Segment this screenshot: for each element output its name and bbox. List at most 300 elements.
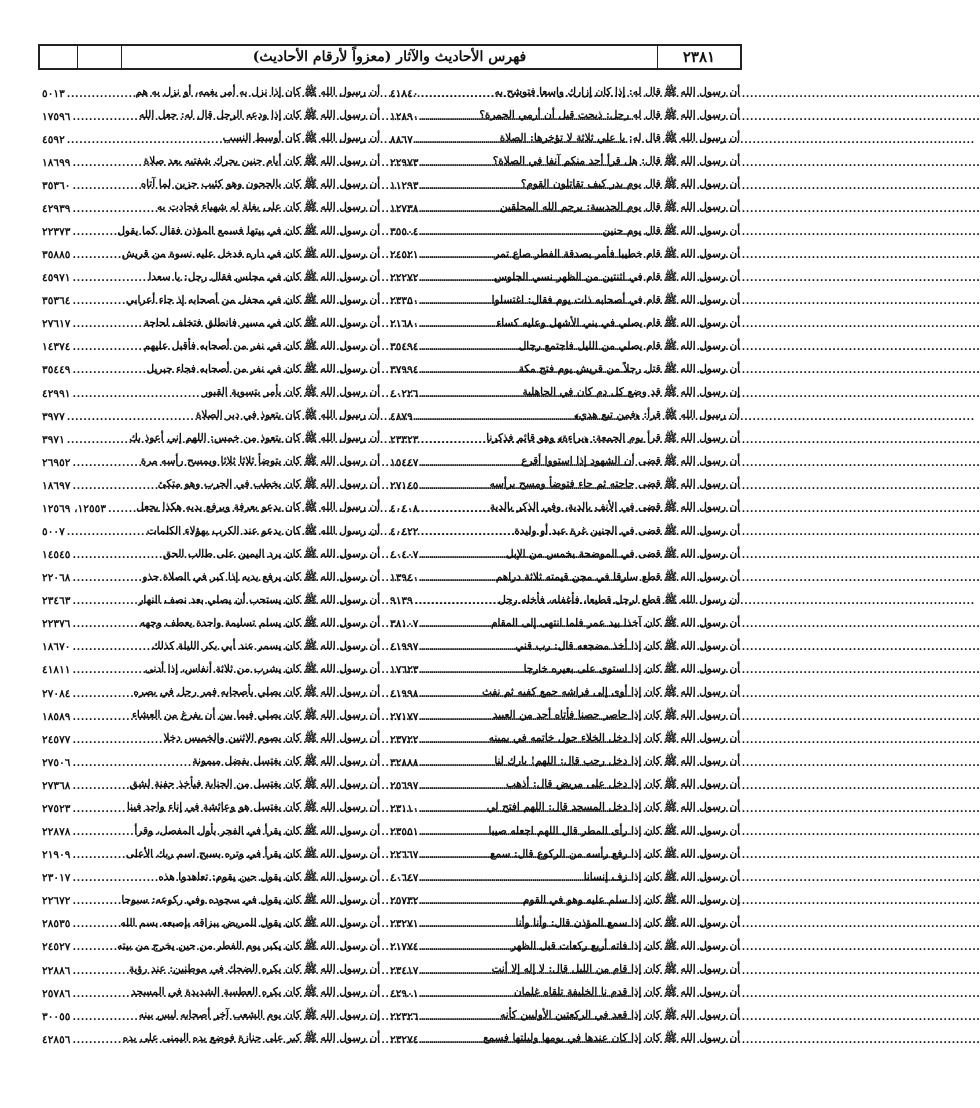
hadith-number: ٢٣٧٢٢ xyxy=(390,733,419,746)
entry-text: أن رسول الله ﷺ قرأ يوم الجمعة: ﴿براءة﴾ وهو قائم فذكرنا xyxy=(486,432,740,445)
index-entry xyxy=(42,474,380,497)
entry-text: أن رسول الله ﷺ كان يكره الضحك في موطنين: عند رؤية xyxy=(128,963,380,975)
index-entry xyxy=(42,359,380,382)
index-entry xyxy=(42,267,380,290)
index-entry xyxy=(42,336,380,359)
hadith-number: ٢٢٦٧٢ xyxy=(42,895,71,908)
leader-dots xyxy=(420,180,520,192)
entry-text: أن رسول الله ﷺ كان إذا قعد في الركعتين الأوليين كأنه xyxy=(500,1009,740,1022)
leader-dots xyxy=(420,457,521,469)
leader-dots xyxy=(420,872,583,884)
leader-dots xyxy=(72,664,144,676)
index-entry xyxy=(390,705,740,728)
index-entry xyxy=(42,936,380,959)
index-entry xyxy=(390,359,740,382)
entry-text: أن رسول الله ﷺ كان يأمر بتسوية القبور xyxy=(202,386,380,399)
entry-text: أن رسول الله ﷺ قال يوم الحديبية: يرحم الله المحلقين xyxy=(499,201,740,214)
hadith-number: ٨٨٦٧ xyxy=(390,133,413,146)
entry-text: أن رسول الله ﷺ كان يشرب من ثلاثة أنفاس، إذا أدنى xyxy=(144,662,380,675)
index-entry xyxy=(390,590,740,613)
leader-dots xyxy=(72,872,158,884)
index-entry xyxy=(390,936,740,959)
leader-dots xyxy=(420,88,494,100)
index-entry xyxy=(390,567,740,590)
leader-dots xyxy=(72,272,148,284)
hadith-number: ٤٨٧٩ xyxy=(390,410,413,423)
entry-text: أن رسول الله ﷺ كان في محفل من أصحابه إذ جاء أعرابي xyxy=(125,293,380,306)
entry-text: أن رسول الله ﷺ كان يصلي بأصحابه فمر رجل في بصره xyxy=(133,686,380,699)
hadith-number: ٣٨١٠٧ xyxy=(390,618,419,631)
hadith-number: ٢٤٥٢١ xyxy=(390,249,419,262)
index-entry xyxy=(42,682,380,705)
leader-dots xyxy=(72,780,129,792)
hadith-number: ١٨٦٩٧ xyxy=(42,479,71,492)
entry-text: أن رسول الله ﷺ قال له: يا علي ثلاثة لا تؤخرها: الصلاة xyxy=(499,132,740,145)
hadith-number: ٢٧٥٠٦ xyxy=(42,756,71,769)
entry-text: أن رسول الله ﷺ كان بالجحون وهو كئيب حزين لما آتاه xyxy=(140,178,380,191)
hadith-number: ٣٥٤٩٤ xyxy=(390,341,419,354)
hadith-number: ٢٢٣٢٦ xyxy=(390,1010,419,1023)
entry-text: أن رسول الله ﷺ كان يسمر عند أبي بكر الليلة كذلك xyxy=(151,639,380,652)
entry-text: أن رسول الله ﷺ كان يغتسل بفضل ميمونة xyxy=(192,755,380,768)
leader-dots xyxy=(420,849,490,861)
entry-text: أن رسول الله ﷺ قطع سارقا في مجن قيمته ثلاثة دراهم xyxy=(495,570,740,583)
entry-text: أن رسول الله ﷺ كان يتعوذ في دبر الصلاة xyxy=(195,409,380,422)
index-entry xyxy=(390,451,740,474)
index-entry xyxy=(390,197,740,220)
hadith-number: ١٤٥٤٥ xyxy=(42,549,71,562)
index-entry xyxy=(42,497,380,520)
leader-dots xyxy=(415,411,575,423)
index-entry xyxy=(42,636,380,659)
hadith-number: ٤٠٦٤٧ xyxy=(390,872,419,885)
hadith-number: ٢١٦٨٠ xyxy=(390,318,419,331)
hadith-number: ٤٠٤٢٢ xyxy=(390,526,419,539)
index-entry xyxy=(390,405,740,428)
index-entry xyxy=(390,128,740,151)
hadith-number: ٢٣٢٧١ xyxy=(390,918,419,931)
index-entry xyxy=(42,428,380,451)
entry-text: أن رسول الله ﷺ كان إذا كان عندها في يومها وليلتها فسمع xyxy=(483,1032,740,1045)
leader-dots xyxy=(420,549,506,561)
leader-dots xyxy=(72,757,192,769)
index-entry xyxy=(390,220,740,243)
hadith-number: ٤٥٩٢ xyxy=(42,133,65,146)
hadith-number: ٥٠٠٧ xyxy=(42,526,65,539)
index-entry xyxy=(42,982,380,1005)
leader-dots xyxy=(72,457,140,469)
hadith-number: ١٥٤٤٧ xyxy=(390,456,419,469)
leader-dots xyxy=(420,641,515,653)
hadith-number: ٢٨٥٣٥ xyxy=(42,918,71,931)
hadith-number: ١٧٦٢٣ xyxy=(390,664,419,677)
leader-dots xyxy=(420,249,494,261)
leader-dots xyxy=(67,434,130,446)
leader-dots xyxy=(72,826,134,838)
entry-text: أن رسول الله ﷺ كان إذا دخل المسجد قال: اللهم افتح لي xyxy=(486,801,740,814)
index-entry xyxy=(42,867,380,890)
entry-text: أن رسول الله ﷺ كان يخطب في الحرب وهو متكئ xyxy=(157,478,380,491)
leader-dots xyxy=(420,526,514,538)
index-entry xyxy=(42,751,380,774)
hadith-number: ٢٤٥٧٧ xyxy=(42,733,71,746)
leader-dots xyxy=(420,434,486,446)
index-entry xyxy=(390,544,740,567)
leader-dots xyxy=(72,549,162,561)
index-entry xyxy=(390,244,740,267)
page-title: فهرس الأحاديث والآثار (معزواً لأرقام الأحاديث) xyxy=(122,46,658,68)
entry-text: إن رسول الله ﷺ كان يوم الشعب آخر أصحابه ليس بينه xyxy=(138,1009,380,1022)
leader-dots xyxy=(420,480,489,492)
hadith-number: ٤٢٩٣٩ xyxy=(42,202,71,215)
entry-text: أن رسول الله ﷺ قضى في الجنين غرة عبد أو وليدة xyxy=(514,524,740,537)
entry-text: أن رسول الله ﷺ كان إذا أخذ مضجعه قال: رب قني xyxy=(515,639,740,652)
entry-text: أن رسول الله ﷺ قتل رجلاً من قريش يوم فتح مكة xyxy=(518,362,740,375)
leader-dots xyxy=(67,134,223,146)
index-entry xyxy=(390,520,740,543)
leader-dots xyxy=(72,341,143,353)
leader-dots xyxy=(420,364,518,376)
hadith-number: ٢٧١٧٧ xyxy=(390,710,419,723)
entry-text: أن رسول الله ﷺ كان في مسير فانطلق فتخلف لحاجة xyxy=(143,316,380,329)
leader-dots xyxy=(415,134,500,146)
index-entry xyxy=(390,336,740,359)
entry-text: أن رسول الله ﷺ كان إذا فاته أربع ركعات قبل الظهر xyxy=(510,939,740,952)
leader-dots xyxy=(420,757,494,769)
entry-text: إن رسول الله ﷺ كان إذا سلم عليه وهو في القوم xyxy=(522,893,740,906)
leader-dots xyxy=(72,111,139,123)
leader-dots xyxy=(67,411,196,423)
entry-text: أن رسول الله ﷺ قام يصلي من الليل فاجتمع رجال xyxy=(518,339,740,352)
entry-text: أن رسول الله ﷺ قرأ: ﴿فمن تبع هدي﴾ xyxy=(574,409,740,422)
index-entry xyxy=(42,174,380,197)
hadith-number: ٢٥٧٣٢ xyxy=(390,895,419,908)
leader-dots xyxy=(420,711,492,723)
leader-dots xyxy=(72,711,132,723)
index-entry xyxy=(42,613,380,636)
hadith-number: ٤٠٤٠٧ xyxy=(390,549,419,562)
entry-text: أن رسول الله ﷺ قضى حاجته ثم جاء فتوضأ ومسح برأسه xyxy=(489,478,740,491)
hadith-number: ١٧٥٩٦ xyxy=(42,110,71,123)
page-number: ٢٣٨١ xyxy=(682,48,716,66)
hadith-number: ٥٠١٣ xyxy=(42,87,65,100)
hadith-number: ٣٥٤٤٩ xyxy=(42,364,71,377)
hadith-number: ٢٧٥٢٣ xyxy=(42,802,71,815)
index-entry xyxy=(390,913,740,936)
index-entry xyxy=(42,244,380,267)
index-entry xyxy=(390,728,740,751)
leader-dots xyxy=(72,226,117,238)
index-entry xyxy=(42,313,380,336)
hadith-number: ٢٦٩٥٢ xyxy=(42,456,71,469)
entry-text: أن رسول الله ﷺ قام يصلي في بني الأشهل وعليه كساء xyxy=(496,316,740,329)
index-entry xyxy=(390,497,740,520)
entry-text: أن رسول الله ﷺ كان يقول للمريض ببزاقه بإصبعه بسم الله xyxy=(120,916,380,929)
leader-dots xyxy=(72,364,146,376)
index-entry xyxy=(42,890,380,913)
leader-dots xyxy=(67,526,147,538)
entry-text: أن رسول الله ﷺ كان يقول حين يقوم: تعاهدوا هذه xyxy=(158,870,380,883)
hadith-number: ٩١٣٩ xyxy=(390,595,413,608)
entry-text: أن رسول الله ﷺ كان يرفع يديه إذا كبر في الصلاة حذو xyxy=(142,570,380,583)
entry-text: أن رسول الله ﷺ قام في اثنتين من الظهر نسي الجلوس xyxy=(494,270,740,283)
hadith-number: ١٨٥٨٩ xyxy=(42,710,71,723)
entry-text: أن رسول الله ﷺ قال له رجل: ذبحت قبل أن أرمي الجمرة؟ xyxy=(479,109,740,122)
index-entry xyxy=(42,821,380,844)
index-entry xyxy=(390,313,740,336)
hadith-number: ٢٢٢٧٢ xyxy=(390,272,419,285)
index-content xyxy=(38,82,742,1098)
index-entry xyxy=(42,959,380,982)
index-entry xyxy=(42,728,380,751)
entry-text: أن رسول الله ﷺ قضى أن الشهود إذا استووا أقرع xyxy=(521,455,740,468)
leader-dots xyxy=(420,157,492,169)
leader-dots xyxy=(420,734,488,746)
leader-dots xyxy=(420,918,515,930)
index-entry xyxy=(42,774,380,797)
entry-text: أن رسول الله ﷺ قضى في الأنف بالدية، وفي الذكر بالدية xyxy=(489,501,740,514)
hadith-number: ٢٣٣٢٣ xyxy=(390,433,419,446)
index-entry xyxy=(42,544,380,567)
leader-dots xyxy=(72,965,128,977)
index-entry xyxy=(390,382,740,405)
index-entry xyxy=(390,1028,740,1051)
hadith-number: ٤٥٩٧١ xyxy=(42,272,71,285)
hadith-number: ٢٢٨٧٨ xyxy=(42,826,71,839)
entry-text: أن رسول الله ﷺ كان يسلم تسليمة واحدة يعطف وجهه xyxy=(139,616,380,629)
leader-dots xyxy=(72,918,120,930)
entry-text: أن رسول الله ﷺ كان يكره العطسة الشديدة في المسجد xyxy=(131,986,380,999)
index-entry xyxy=(42,705,380,728)
entry-text: إن رسول الله ﷺ قد وضع كل دم كان في الجاهلية xyxy=(522,386,740,399)
index-entry xyxy=(390,751,740,774)
index-entry xyxy=(390,844,740,867)
index-entry xyxy=(42,844,380,867)
leader-dots xyxy=(72,249,121,261)
leader-dots xyxy=(420,664,523,676)
entry-text: أن رسول الله ﷺ كان في نفر من أصحابه فجاء جبريل xyxy=(146,362,380,375)
index-entry xyxy=(390,474,740,497)
hadith-number: ٢٢٦٦٧ xyxy=(390,849,419,862)
hadith-number: ٣٥٣٦٠ xyxy=(42,179,71,192)
index-entry xyxy=(42,105,380,128)
entry-text: أن رسول الله ﷺ كان إذا دخل الخلاء حول خاتمه في يمينه xyxy=(488,732,740,745)
entry-text: أن رسول الله ﷺ كان إذا ودعه الرجل قال له: جعل الله xyxy=(139,109,380,122)
index-entry xyxy=(390,428,740,451)
hadith-number: ٢١٧٧٤ xyxy=(390,941,419,954)
hadith-number: ٢٣٢٧٤ xyxy=(390,1033,419,1046)
entry-text: أن رسول الله ﷺ كان في مجلس فقال رجل: يا سعدا xyxy=(148,270,380,283)
entry-text: أن رسول الله ﷺ قال يوم حنين xyxy=(602,224,740,237)
hadith-number: ٣٥٥٠٤ xyxy=(390,226,419,238)
leader-dots xyxy=(420,1034,483,1046)
entry-text: أن رسول الله ﷺ كان يدعو بعرفة ويرفع يديه هكذا يجعل xyxy=(136,501,380,514)
hadith-number: ١٣٩٤٠ xyxy=(390,572,419,585)
index-entry xyxy=(390,1005,740,1028)
entry-text: أن رسول الله ﷺ كان في داره فدخل عليه نسوة من قريش xyxy=(121,247,380,260)
hadith-number: ٢٣٤٦٣ xyxy=(42,595,71,608)
leader-dots xyxy=(72,941,117,953)
index-entry xyxy=(42,405,380,428)
leader-dots xyxy=(420,226,602,238)
leader-dots xyxy=(72,480,157,492)
leader-dots xyxy=(420,1011,500,1023)
leader-dots xyxy=(420,780,506,792)
entry-text: أن رسول الله ﷺ كان يتعوذ من خمس: اللهم إني أعوذ بك xyxy=(129,432,380,445)
leader-dots xyxy=(415,595,498,607)
index-entry xyxy=(390,659,740,682)
index-entry xyxy=(390,682,740,705)
entry-text: أن رسول الله ﷺ قال يوم بدر كيف تقاتلون القوم؟ xyxy=(520,178,740,191)
hadith-number: ٢٥٦٩٧ xyxy=(390,779,419,792)
entry-text: أن رسول الله ﷺ كان إذا رفع رأسه من الركوع قال: سمع xyxy=(490,847,740,860)
index-entry xyxy=(390,267,740,290)
hadith-number: ١٢٨٩٠ xyxy=(390,110,419,123)
index-entry xyxy=(42,220,380,243)
index-entry xyxy=(390,959,740,982)
entry-text: أن رسول الله ﷺ كان إذا قام من الليل قال: لا إله إلا أنت xyxy=(491,963,740,975)
leader-dots xyxy=(420,503,489,515)
leader-dots xyxy=(72,688,133,700)
hadith-number: ٢٧٣٦٨ xyxy=(42,779,71,792)
hadith-number: ١٢٥٥٣، ١٢٥٦٩ xyxy=(42,502,107,515)
hadith-number: ١٤٣٧٤ xyxy=(42,341,71,354)
leader-dots xyxy=(67,88,136,100)
hadith-number: ٢٥٧٨٦ xyxy=(42,987,71,1000)
entry-text: أن رسول الله ﷺ قضى في الموضحة بخمس من الإبل xyxy=(505,547,740,560)
index-entry xyxy=(390,982,740,1005)
hadith-number: ٣٥٣٦٤ xyxy=(42,295,71,308)
index-entry xyxy=(42,797,380,820)
hadith-number: ٤١٩٩٨ xyxy=(390,687,419,700)
entry-text: أن رسول الله ﷺ كان على بغلة له شهباء فحادت به xyxy=(156,201,380,214)
leader-dots xyxy=(420,688,482,700)
entry-text: أن رسول الله ﷺ كبر على جنازة فوضع يده اليمنى على يده xyxy=(122,1032,380,1045)
hadith-number: ٢٣١١٠ xyxy=(390,802,419,815)
hadith-number: ٢٧٠٨٤ xyxy=(42,687,71,700)
hadith-number: ٤١٩٩٧ xyxy=(390,641,419,654)
hadith-number: ٢٧١٤٥ xyxy=(390,479,419,492)
hadith-number: ٣٥٨٨٥ xyxy=(42,249,71,262)
leader-dots xyxy=(72,849,125,861)
hadith-number: ١٢٧٣٨ xyxy=(390,202,419,215)
entry-text: أن رسول الله ﷺ كان يرد اليمين على طالب الحق xyxy=(162,547,380,560)
entry-text: أن رسول الله ﷺ كان إذا نزل به أمر يغمه، أو نزل به هم xyxy=(135,86,380,99)
hadith-number: ٢٢٣٧٦ xyxy=(42,618,71,631)
leader-dots xyxy=(72,803,126,815)
entry-text: أن رسول الله ﷺ قال له: إذا كان إزارك واسعا فتوشح به xyxy=(494,86,740,99)
hadith-number: ٣٩٧٧ xyxy=(42,410,65,423)
index-entry xyxy=(42,1028,380,1051)
entry-text: أن رسول الله ﷺ قال: هل قرأ أحد منكم آنفا في الصلاة؟ xyxy=(492,155,740,168)
leader-dots xyxy=(72,318,143,330)
entry-text: أن رسول الله ﷺ كان يغتسل هو وعائشة في إناء واحد فينا xyxy=(126,801,380,814)
leader-dots xyxy=(72,295,125,307)
hadith-number: ٤٢٩٩١ xyxy=(42,387,71,400)
index-entry xyxy=(42,197,380,220)
hadith-number: ٤١٨١١ xyxy=(42,664,71,677)
hadith-number: ٤١٨٤٠ xyxy=(390,87,419,100)
leader-dots xyxy=(420,965,491,977)
entry-text: أن رسول الله ﷺ كان إذا زف إنسانا xyxy=(583,870,740,883)
entry-text: أن رسول الله ﷺ كان يصوم الاثنين والخميس دخلا xyxy=(163,732,380,745)
leader-dots xyxy=(72,203,157,215)
index-entry xyxy=(42,590,380,613)
entry-text: أن رسول الله ﷺ كان إذا أوى إلى فراشه جمع كفيه ثم نفث xyxy=(482,686,740,699)
leader-dots xyxy=(420,111,479,123)
entry-text: أن رسول الله ﷺ كان يستحب أن يصلي بعد نصف النهار xyxy=(138,593,380,606)
hadith-number: ٢١٩٠٩ xyxy=(42,849,71,862)
hadith-number: ٣٢٨٨٨ xyxy=(390,756,419,769)
leader-dots xyxy=(420,572,495,584)
header-empty-cell-left xyxy=(40,46,78,68)
leader-dots xyxy=(420,826,488,838)
leader-dots xyxy=(420,203,500,215)
entry-text: أن رسول الله ﷺ كان إذا دخل رجب قال: اللهم! بارك لنا xyxy=(494,755,740,768)
hadith-number: ٣٩٧١ xyxy=(42,433,65,446)
entry-text: أن رسول الله ﷺ كان يتوضأ ثلاثا ثلاثا ويمسح رأسه مرة xyxy=(140,455,380,468)
hadith-number: ٣٧٩٩٤ xyxy=(390,364,419,377)
index-entry xyxy=(42,451,380,474)
index-entry xyxy=(42,82,380,105)
entry-text: أن رسول الله ﷺ كان إذا استوى على بعيره خارجا xyxy=(523,662,740,675)
entry-text: أن رسول الله ﷺ كان إذا سمع المؤذن قال: وأنا وأنا xyxy=(515,916,740,929)
leader-dots xyxy=(420,295,491,307)
leader-dots xyxy=(72,618,139,630)
entry-text: أن رسول الله ﷺ قام خطيبا فأمر بصدقة الفطر صاع تمر xyxy=(494,247,740,260)
leader-dots xyxy=(420,618,491,630)
entry-text: أن رسول الله ﷺ كان يصلي فيما بين أن يفرغ من العشاء xyxy=(132,709,380,722)
entry-text: أن رسول الله ﷺ كان يقول في سجوده وفي ركوعه: سبوحا xyxy=(121,893,380,906)
leader-dots xyxy=(420,388,522,400)
index-entry xyxy=(390,867,740,890)
page-header xyxy=(38,44,742,70)
leader-dots xyxy=(420,341,518,353)
hadith-number: ٢٢٨٨٦ xyxy=(42,964,71,977)
leader-dots xyxy=(72,388,202,400)
index-entry xyxy=(42,1005,380,1028)
leader-dots xyxy=(420,895,522,907)
index-entry xyxy=(42,567,380,590)
index-entry xyxy=(390,636,740,659)
index-entry xyxy=(42,520,380,543)
index-entry xyxy=(390,174,740,197)
leader-dots xyxy=(108,503,136,515)
header-empty-cell xyxy=(78,46,122,68)
hadith-number: ١٨٦٧٠ xyxy=(42,641,71,654)
entry-text: أن رسول الله ﷺ كان إذا رأى المطر قال اللهم اجعله صيبا xyxy=(488,824,740,837)
entry-text: أن رسول الله ﷺ كان يكبر يوم الفطر من حين يخرج من بيته xyxy=(117,939,380,952)
hadith-number: ٢٣٤١٧ xyxy=(390,964,419,977)
index-entry xyxy=(42,659,380,682)
entry-text: أن رسول الله ﷺ كان يقرأ في الفجر بأول المفصل، وقرأ xyxy=(134,824,380,837)
index-entry xyxy=(390,821,740,844)
hadith-number: ١١٢٩٣ xyxy=(390,179,419,192)
entry-text: أن رسول الله ﷺ كان إذا حاصر حصنا فأتاه أحد من العبيد xyxy=(492,709,740,722)
index-entry xyxy=(42,151,380,174)
index-entry xyxy=(390,613,740,636)
leader-dots xyxy=(72,180,140,192)
entry-text: أن رسول الله ﷺ كان يدعو عند الكرب بهؤلاء الكلمات xyxy=(146,524,380,537)
leader-dots xyxy=(72,895,121,907)
entry-text: أن رسول الله ﷺ كان إذا قدم نا الخليفة تلقاه غلمان xyxy=(513,986,740,999)
entry-text: أن رسول الله ﷺ كان في بيتها فسمع المؤذن فقال كما يقول xyxy=(117,224,380,237)
hadith-number: ٢٤٥٢٧ xyxy=(42,941,71,954)
entry-text: أن رسول الله ﷺ كان يقرأ في وتره بسبح اسم ربك الأعلى xyxy=(125,847,380,860)
hadith-number: ١٨٦٩٩ xyxy=(42,156,71,169)
hadith-number: ٢٧٦١٧ xyxy=(42,318,71,331)
index-entry xyxy=(42,290,380,313)
